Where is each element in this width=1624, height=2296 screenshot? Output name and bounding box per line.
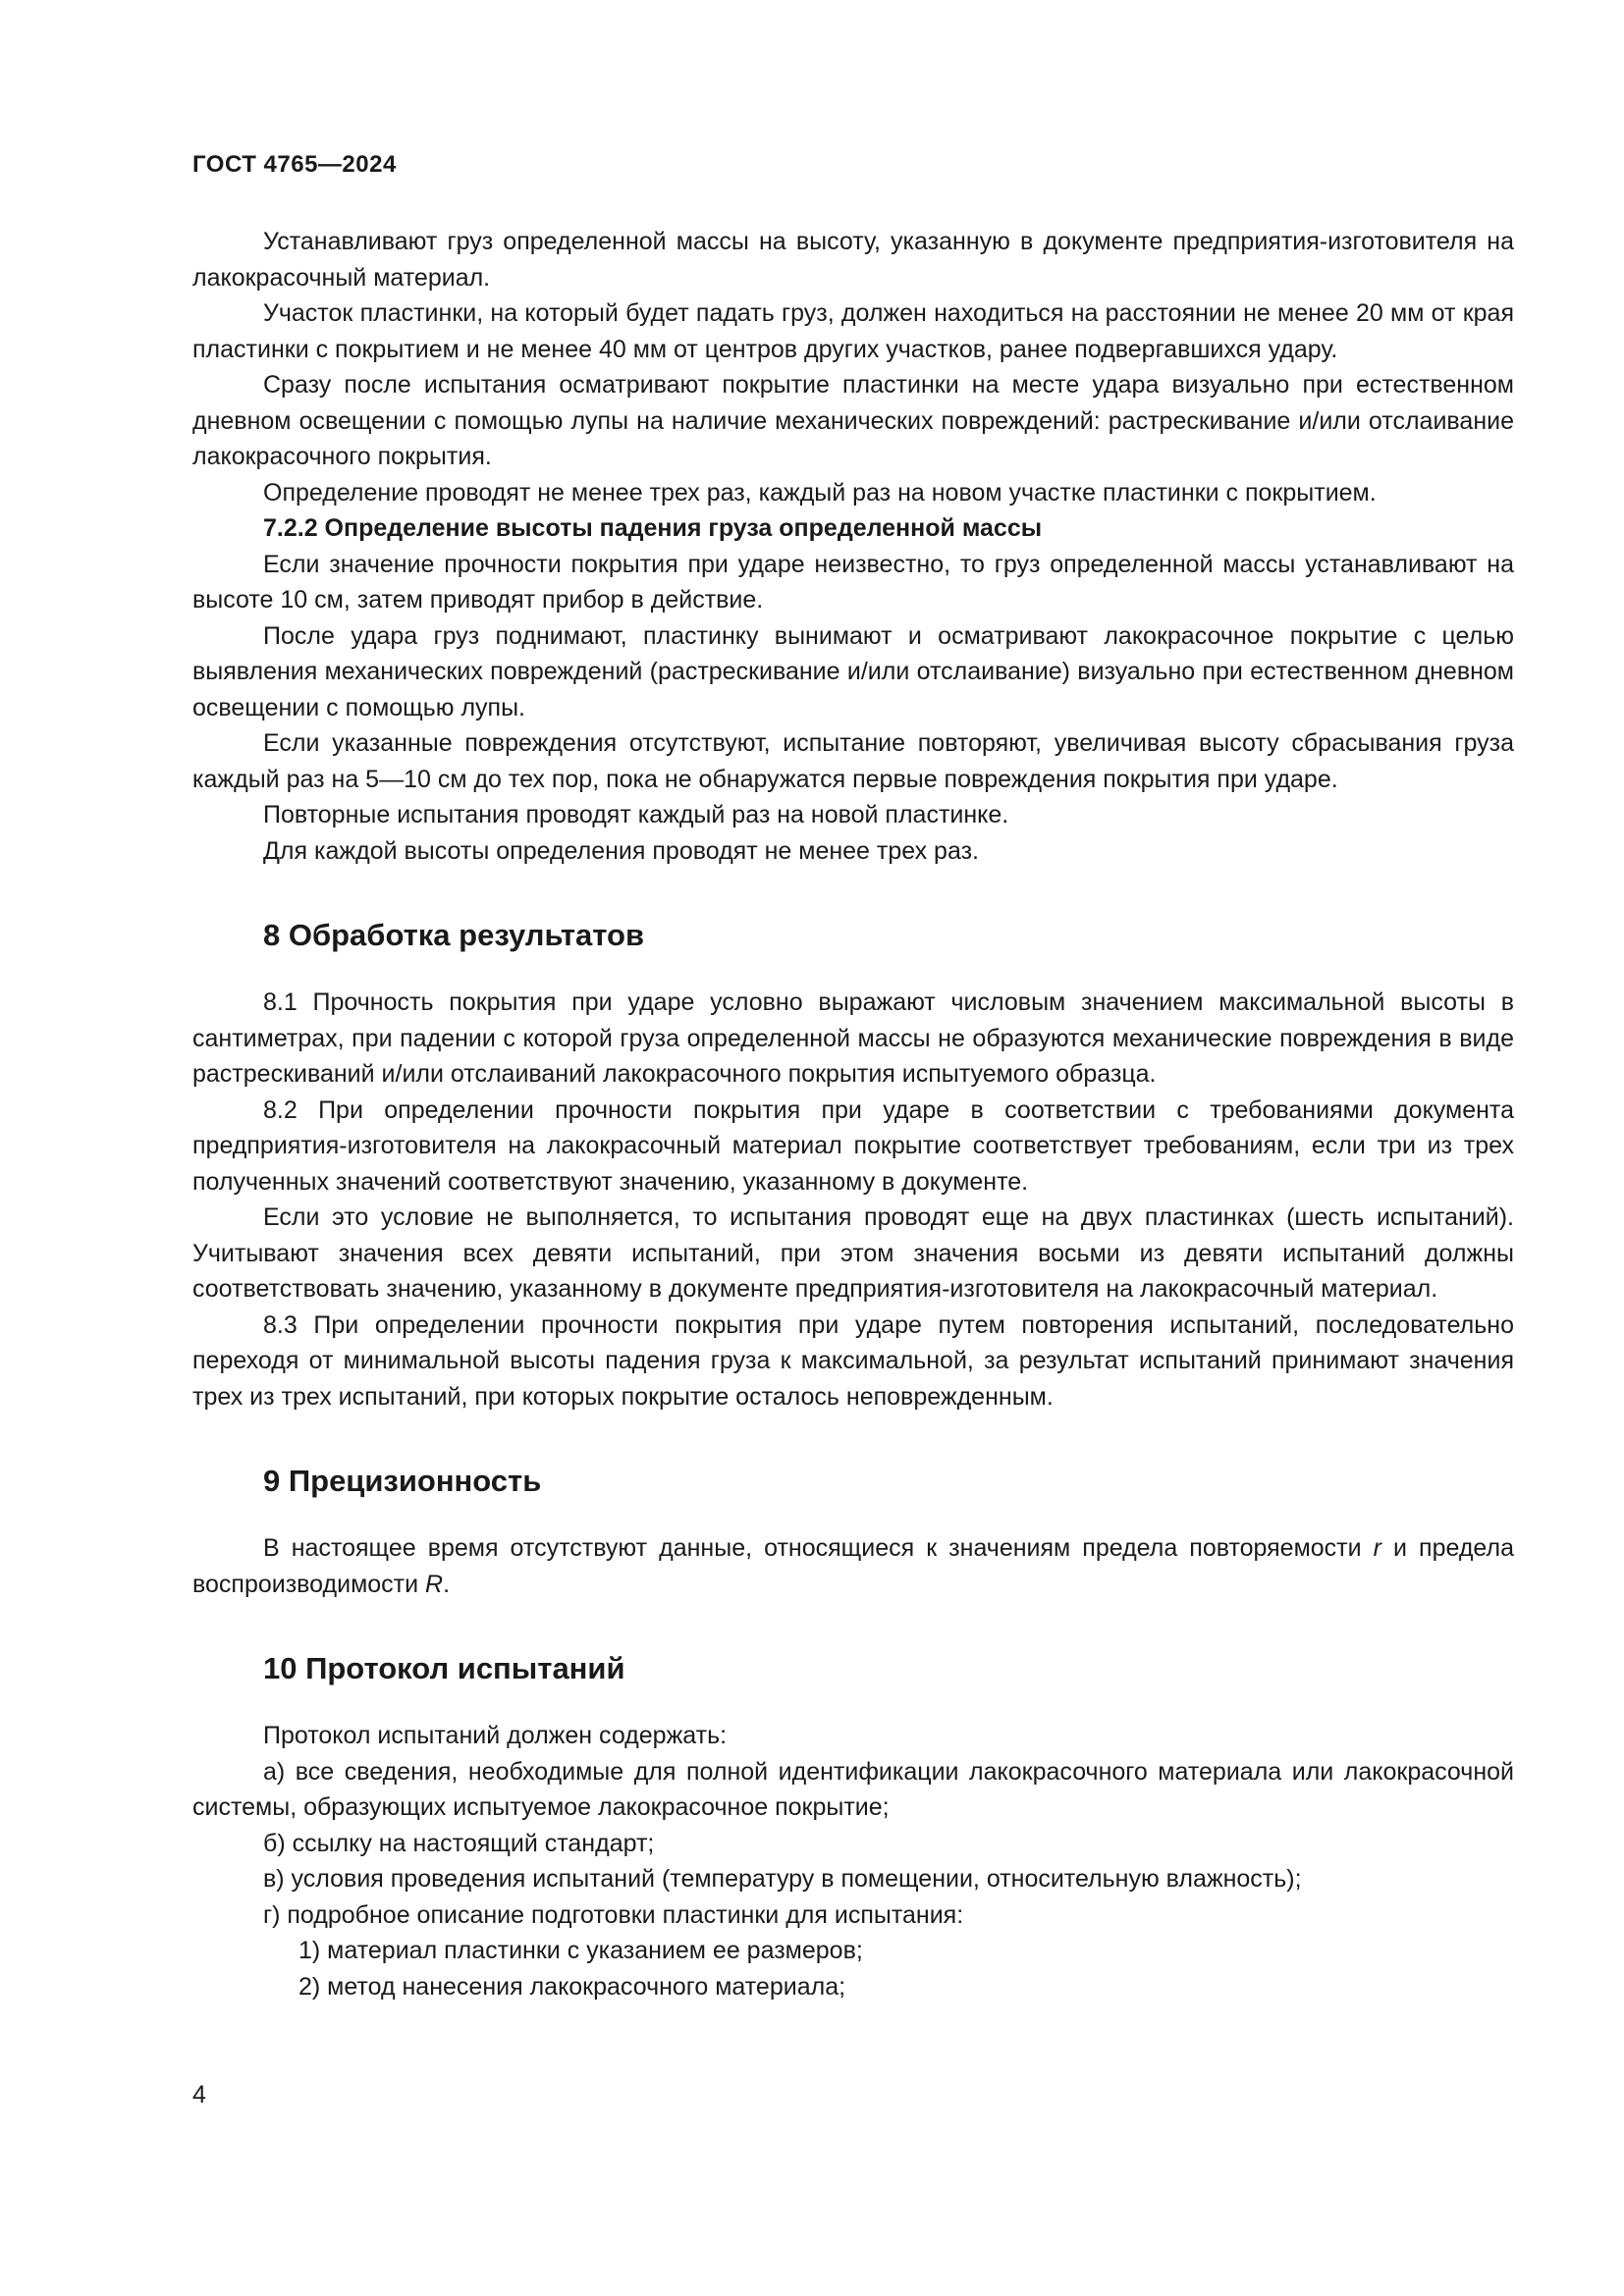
paragraph: Если значение прочности покрытия при ударе неизвестно, то груз определенной массы устанавливают на высоте 10 см, затем приводят прибор в действие. <box>192 550 1514 614</box>
paragraph: Для каждой высоты определения проводят не менее трех раз. <box>263 836 979 865</box>
paragraph: После удара груз поднимают, пластинку вынимают и осматривают лакокрасочное покрытие с целью выявления механических повреждений (растрескивание и/или отслаивание) визуально при естественном дневном освещении с помощью лупы. <box>192 621 1514 721</box>
paragraph: Если это условие не выполняется, то испытания проводят еще на двух пластинках (шесть испытаний). Учитывают значения всех девяти испытаний, при этом значения восьми из девяти испытаний должны соответствовать значению, указанному в документе предприятия-изготовителя на лакокрасочный материал. <box>192 1203 1514 1303</box>
paragraph: 8.1 Прочность покрытия при ударе условно выражают числовым значением максимальной высоты в сантиметрах, при падении с которой груза определенной массы не образуются механические повреждения в виде растрескиваний и/или отслаиваний лакокрасочного покрытия испытуемого образца. <box>192 988 1514 1088</box>
document-body <box>192 224 1514 2004</box>
section-heading-9: 9 Прецизионность <box>263 1464 542 1498</box>
list-subitem: 2) метод нанесения лакокрасочного материала; <box>298 1972 846 2001</box>
paragraph: Участок пластинки, на который будет падать груз, должен находиться на расстоянии не менее 20 мм от края пластинки с покрытием и не менее 40 мм от центров других участков, ранее подвергавшихся удару. <box>192 299 1514 363</box>
text-run: и предела воспроизводимости <box>192 1534 1514 1598</box>
paragraph: Если указанные повреждения отсутствуют, испытание повторяют, увеличивая высоту сбрасывания груза каждый раз на 5—10 см до тех пор, пока не обнаружатся первые повреждения покрытия при ударе. <box>192 729 1514 793</box>
subsection-heading: 7.2.2 Определение высоты падения груза определенной массы <box>263 514 1043 542</box>
document-header: ГОСТ 4765—2024 <box>192 151 397 178</box>
variable-r: r <box>1373 1534 1381 1562</box>
paragraph: Сразу после испытания осматривают покрытие пластинки на месте удара визуально при естественном дневном освещении с помощью лупы на наличие механических повреждений: растрескивание и/или отслаивание лакокрасочного покрытия. <box>192 371 1514 470</box>
list-item: в) условия проведения испытаний (температуру в помещении, относительную влажность); <box>263 1865 1302 1893</box>
list-item: г) подробное описание подготовки пластинки для испытания: <box>263 1900 964 1929</box>
paragraph: 8.3 При определении прочности покрытия при ударе путем повторения испытаний, последовательно переходя от минимальной высоты падения груза к максимальной, за результат испытаний принимают значения трех из трех испытаний, при которых покрытие осталось неповрежденным. <box>192 1310 1514 1411</box>
section-heading-8: 8 Обработка результатов <box>263 918 645 952</box>
text-run: . <box>443 1570 451 1598</box>
paragraph: Повторные испытания проводят каждый раз на новой пластинке. <box>263 801 1009 828</box>
section-heading-10: 10 Протокол испытаний <box>263 1651 625 1685</box>
list-subitem: 1) материал пластинки с указанием ее размеров; <box>298 1937 863 1964</box>
paragraph <box>192 1530 1514 1602</box>
list-item: а) все сведения, необходимые для полной идентификации лакокрасочного материала или лакокрасочной системы, образующих испытуемое лакокрасочное покрытие; <box>192 1757 1514 1821</box>
paragraph: Определение проводят не менее трех раз, каждый раз на новом участке пластинки с покрытием. <box>263 478 1377 507</box>
page-number: 4 <box>192 2081 206 2109</box>
text-run: В настоящее время отсутствуют данные, относящиеся к значениям предела повторяемости <box>263 1534 1374 1562</box>
variable-R: R <box>425 1570 444 1598</box>
paragraph: 8.2 При определении прочности покрытия при ударе в соответствии с требованиями документа предприятия-изготовителя на лакокрасочный материал покрытие соответствует требованиям, если три из трех полученных значений соответствуют значению, указанному в документе. <box>192 1095 1514 1196</box>
list-item: б) ссылку на настоящий стандарт; <box>263 1829 655 1857</box>
paragraph: Протокол испытаний должен содержать: <box>263 1722 728 1749</box>
paragraph: Устанавливают груз определенной массы на высоту, указанную в документе предприятия-изготовителя на лакокрасочный материал. <box>192 228 1514 292</box>
